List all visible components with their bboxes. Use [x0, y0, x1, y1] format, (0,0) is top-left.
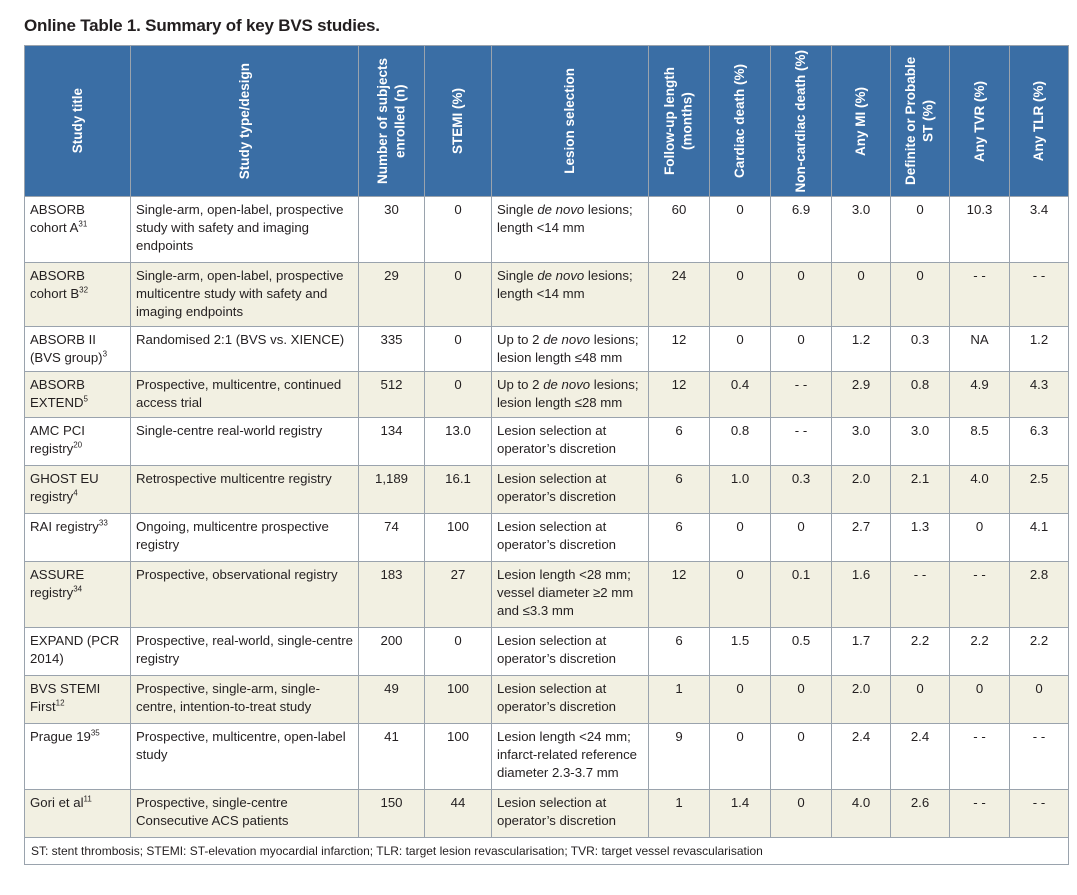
lesion-text: Single — [497, 202, 538, 217]
cell-study-title — [25, 197, 131, 263]
cell-followup: 24 — [649, 263, 710, 327]
cell-followup: 12 — [649, 326, 710, 371]
reference-number: 31 — [78, 219, 88, 229]
lesion-text: Lesion selection at operator’s discretion — [497, 518, 616, 552]
col-header-subjects: Number of subjects enrolled (n) — [359, 46, 425, 197]
cell-stemi: 100 — [425, 513, 492, 561]
cell-st: 0 — [891, 675, 950, 723]
cell-study-title — [25, 263, 131, 327]
study-name: AMC PCI registry — [30, 422, 85, 456]
cell-followup: 6 — [649, 627, 710, 675]
cell-lesion-selection — [492, 197, 649, 263]
footnote: ST: stent thrombosis; STEMI: ST-elevation myocardial infarction; TLR: target lesion revascularisation; TVR: target vessel revascularisation — [25, 837, 1069, 865]
cell-design: Single-arm, open-label, prospective multicentre study with safety and imaging endpoints — [131, 263, 359, 327]
cell-tvr: - - — [950, 263, 1010, 327]
cell-stemi: 16.1 — [425, 465, 492, 513]
cell-cardiac-death: 0.8 — [710, 417, 771, 465]
col-header-design: Study type/design — [131, 46, 359, 197]
cell-st: 0 — [891, 263, 950, 327]
table-row — [25, 789, 1069, 837]
cell-tlr: 2.5 — [1010, 465, 1069, 513]
col-header-tvr: Any TVR (%) — [950, 46, 1010, 197]
studies-table — [24, 45, 1069, 865]
cell-noncardiac-death: 0.5 — [771, 627, 832, 675]
table-row — [25, 465, 1069, 513]
cell-st: 0 — [891, 197, 950, 263]
lesion-text-rest: lesions; lesion length ≤28 mm — [497, 377, 639, 411]
cell-lesion-selection — [492, 561, 649, 627]
reference-number: 5 — [83, 394, 88, 404]
cell-tlr: 2.2 — [1010, 627, 1069, 675]
cell-cardiac-death: 0.4 — [710, 372, 771, 417]
lesion-text: Up to 2 — [497, 377, 544, 393]
cell-tlr: 1.2 — [1010, 326, 1069, 371]
cell-design: Prospective, multicentre, continued access trial — [131, 372, 359, 417]
table-row — [25, 627, 1069, 675]
cell-tlr: 6.3 — [1010, 417, 1069, 465]
reference-number: 3 — [102, 349, 108, 359]
cell-tvr: - - — [950, 789, 1010, 837]
cell-design: Prospective, real-world, single-centre registry — [131, 627, 359, 675]
cell-tvr: 4.9 — [950, 372, 1010, 417]
cell-st: 1.3 — [891, 513, 950, 561]
cell-noncardiac-death: - - — [771, 372, 832, 417]
col-header-lesion: Lesion selection — [492, 46, 649, 197]
col-header-tlr: Any TLR (%) — [1010, 46, 1069, 197]
cell-subjects: 200 — [359, 627, 425, 675]
reference-number: 32 — [79, 285, 89, 295]
cell-any-mi: 2.4 — [832, 723, 891, 789]
cell-study-title — [25, 561, 131, 627]
reference-number: 11 — [83, 794, 92, 804]
study-name: RAI registry — [30, 518, 99, 534]
cell-subjects: 29 — [359, 263, 425, 327]
cell-tlr: - - — [1010, 789, 1069, 837]
lesion-text: Lesion selection at operator’s discretion — [497, 680, 616, 714]
cell-noncardiac-death: 0 — [771, 675, 832, 723]
reference-number: 34 — [73, 584, 83, 594]
cell-design: Prospective, single-arm, single-centre, intention-to-treat study — [131, 675, 359, 723]
cell-subjects: 1,189 — [359, 465, 425, 513]
col-header-any-mi: Any MI (%) — [832, 46, 891, 197]
cell-lesion-selection — [492, 417, 649, 465]
cell-stemi: 13.0 — [425, 417, 492, 465]
study-name: ABSORB cohort B — [30, 268, 85, 302]
table-row — [25, 723, 1069, 789]
reference-number: 12 — [55, 698, 65, 708]
cell-lesion-selection — [492, 263, 649, 327]
cell-stemi: 0 — [425, 263, 492, 327]
cell-st: 0.8 — [891, 372, 950, 417]
cell-study-title — [25, 326, 131, 371]
cell-noncardiac-death: 0 — [771, 513, 832, 561]
col-header-study-title: Study title — [25, 46, 131, 197]
cell-study-title — [25, 723, 131, 789]
cell-lesion-selection — [492, 627, 649, 675]
cell-study-title — [25, 417, 131, 465]
cell-stemi: 100 — [425, 675, 492, 723]
cell-lesion-selection — [492, 675, 649, 723]
cell-design: Randomised 2:1 (BVS vs. XIENCE) — [131, 326, 359, 371]
cell-noncardiac-death: 0 — [771, 263, 832, 327]
cell-stemi: 0 — [425, 326, 492, 371]
cell-subjects: 150 — [359, 789, 425, 837]
cell-subjects: 335 — [359, 326, 425, 371]
cell-tvr: - - — [950, 561, 1010, 627]
cell-design: Single-centre real-world registry — [131, 417, 359, 465]
table-title: Online Table 1. Summary of key BVS studies. — [24, 16, 380, 35]
cell-lesion-selection — [492, 513, 649, 561]
cell-study-title — [25, 372, 131, 417]
cell-stemi: 44 — [425, 789, 492, 837]
cell-followup: 9 — [649, 723, 710, 789]
cell-tlr: - - — [1010, 263, 1069, 327]
cell-followup: 1 — [649, 675, 710, 723]
cell-stemi: 27 — [425, 561, 492, 627]
cell-subjects: 512 — [359, 372, 425, 417]
cell-tlr: 0 — [1010, 675, 1069, 723]
study-name: ASSURE registry — [30, 566, 85, 600]
lesion-text: Lesion selection at operator’s discretion — [497, 794, 616, 828]
table-row — [25, 326, 1069, 371]
lesion-text: Lesion selection at operator’s discretion — [497, 632, 616, 666]
cell-cardiac-death: 0 — [710, 675, 771, 723]
cell-cardiac-death: 1.4 — [710, 789, 771, 837]
cell-tvr: 8.5 — [950, 417, 1010, 465]
cell-lesion-selection — [492, 723, 649, 789]
cell-design: Prospective, observational registry — [131, 561, 359, 627]
lesion-text: Single — [497, 268, 538, 283]
cell-st: 0.3 — [891, 326, 950, 371]
col-header-st: Definite or Probable ST (%) — [891, 46, 950, 197]
cell-any-mi: 4.0 — [832, 789, 891, 837]
cell-noncardiac-death: 6.9 — [771, 197, 832, 263]
cell-followup: 12 — [649, 372, 710, 417]
cell-study-title — [25, 789, 131, 837]
table-row — [25, 263, 1069, 327]
cell-any-mi: 2.0 — [832, 465, 891, 513]
cell-stemi: 100 — [425, 723, 492, 789]
cell-lesion-selection — [492, 326, 649, 371]
cell-any-mi: 2.0 — [832, 675, 891, 723]
cell-subjects: 74 — [359, 513, 425, 561]
footnote-row — [25, 837, 1069, 865]
cell-tvr: 0 — [950, 675, 1010, 723]
table-row — [25, 675, 1069, 723]
col-header-followup: Follow-up length (months) — [649, 46, 710, 197]
col-header-cardiac-death: Cardiac death (%) — [710, 46, 771, 197]
cell-cardiac-death: 0 — [710, 723, 771, 789]
cell-any-mi: 2.7 — [832, 513, 891, 561]
cell-tvr: 4.0 — [950, 465, 1010, 513]
lesion-text-rest: lesions; lesion length ≤48 mm — [497, 331, 639, 365]
cell-any-mi: 3.0 — [832, 197, 891, 263]
cell-design: Prospective, multicentre, open-label study — [131, 723, 359, 789]
table-row — [25, 417, 1069, 465]
cell-design: Prospective, single-centre Consecutive ACS patients — [131, 789, 359, 837]
cell-subjects: 41 — [359, 723, 425, 789]
cell-any-mi: 1.2 — [832, 326, 891, 371]
cell-any-mi: 2.9 — [832, 372, 891, 417]
cell-tlr: 4.3 — [1010, 372, 1069, 417]
cell-tvr: 2.2 — [950, 627, 1010, 675]
cell-cardiac-death: 0 — [710, 263, 771, 327]
cell-stemi: 0 — [425, 197, 492, 263]
cell-cardiac-death: 0 — [710, 561, 771, 627]
cell-tlr: 4.1 — [1010, 513, 1069, 561]
cell-subjects: 183 — [359, 561, 425, 627]
lesion-emphasis: de novo — [543, 377, 591, 393]
cell-design: Ongoing, multicentre prospective registry — [131, 513, 359, 561]
cell-st: 2.4 — [891, 723, 950, 789]
lesion-emphasis: de novo — [537, 202, 585, 217]
cell-any-mi: 3.0 — [832, 417, 891, 465]
cell-st: - - — [891, 561, 950, 627]
reference-number: 35 — [90, 728, 100, 738]
study-name: GHOST EU registry — [30, 470, 99, 504]
cell-noncardiac-death: 0 — [771, 723, 832, 789]
cell-lesion-selection — [492, 465, 649, 513]
cell-followup: 60 — [649, 197, 710, 263]
lesion-text: Up to 2 — [497, 331, 544, 347]
cell-cardiac-death: 0 — [710, 326, 771, 371]
cell-stemi: 0 — [425, 627, 492, 675]
cell-study-title — [25, 675, 131, 723]
cell-any-mi: 1.6 — [832, 561, 891, 627]
table-body — [25, 197, 1069, 838]
cell-st: 3.0 — [891, 417, 950, 465]
cell-cardiac-death: 0 — [710, 513, 771, 561]
lesion-emphasis: de novo — [537, 268, 585, 283]
cell-design: Single-arm, open-label, prospective study with safety and imaging endpoints — [131, 197, 359, 263]
study-name: ABSORB cohort A — [30, 202, 85, 236]
cell-any-mi: 1.7 — [832, 627, 891, 675]
lesion-text-rest: lesions; length <14 mm — [497, 268, 633, 302]
lesion-emphasis: de novo — [543, 331, 591, 347]
cell-st: 2.2 — [891, 627, 950, 675]
study-name: Gori et al — [30, 794, 84, 810]
lesion-text: Lesion length <24 mm; infarct-related reference diameter 2.3-3.7 mm — [497, 728, 638, 780]
study-name: BVS STEMI First — [30, 680, 101, 714]
cell-cardiac-death: 0 — [710, 197, 771, 263]
table-row — [25, 372, 1069, 417]
cell-st: 2.6 — [891, 789, 950, 837]
cell-lesion-selection — [492, 789, 649, 837]
cell-cardiac-death: 1.5 — [710, 627, 771, 675]
cell-design: Retrospective multicentre registry — [131, 465, 359, 513]
table-row — [25, 197, 1069, 263]
cell-st: 2.1 — [891, 465, 950, 513]
cell-any-mi: 0 — [832, 263, 891, 327]
reference-number: 4 — [73, 488, 78, 498]
cell-noncardiac-death: 0 — [771, 789, 832, 837]
cell-noncardiac-death: - - — [771, 417, 832, 465]
cell-tvr: NA — [950, 326, 1010, 371]
cell-followup: 6 — [649, 417, 710, 465]
col-header-stemi: STEMI (%) — [425, 46, 492, 197]
cell-study-title — [25, 627, 131, 675]
cell-tvr: - - — [950, 723, 1010, 789]
reference-number: 33 — [98, 518, 108, 528]
cell-noncardiac-death: 0.1 — [771, 561, 832, 627]
cell-subjects: 30 — [359, 197, 425, 263]
cell-tlr: 2.8 — [1010, 561, 1069, 627]
col-header-noncardiac-death: Non-cardiac death (%) — [771, 46, 832, 197]
cell-noncardiac-death: 0 — [771, 326, 832, 371]
cell-stemi: 0 — [425, 372, 492, 417]
cell-study-title — [25, 465, 131, 513]
study-name: ABSORB II (BVS group) — [30, 331, 103, 365]
cell-followup: 12 — [649, 561, 710, 627]
cell-tvr: 10.3 — [950, 197, 1010, 263]
lesion-text: Lesion length <28 mm; vessel diameter ≥2 mm and ≤3.3 mm — [497, 566, 634, 618]
reference-number: 20 — [73, 440, 83, 450]
study-name: EXPAND (PCR 2014) — [30, 632, 120, 666]
lesion-text: Lesion selection at operator’s discretion — [497, 422, 616, 456]
header-row — [25, 46, 1069, 197]
study-name: Prague 19 — [30, 728, 91, 744]
cell-lesion-selection — [492, 372, 649, 417]
cell-tlr: - - — [1010, 723, 1069, 789]
lesion-text: Lesion selection at operator’s discretion — [497, 470, 616, 504]
study-name: ABSORB EXTEND — [30, 377, 85, 411]
table-row — [25, 561, 1069, 627]
cell-study-title — [25, 513, 131, 561]
cell-noncardiac-death: 0.3 — [771, 465, 832, 513]
cell-tvr: 0 — [950, 513, 1010, 561]
cell-cardiac-death: 1.0 — [710, 465, 771, 513]
cell-subjects: 49 — [359, 675, 425, 723]
cell-subjects: 134 — [359, 417, 425, 465]
table-row — [25, 513, 1069, 561]
cell-followup: 1 — [649, 789, 710, 837]
cell-followup: 6 — [649, 513, 710, 561]
cell-tlr: 3.4 — [1010, 197, 1069, 263]
cell-followup: 6 — [649, 465, 710, 513]
lesion-text-rest: lesions; length <14 mm — [497, 202, 633, 236]
